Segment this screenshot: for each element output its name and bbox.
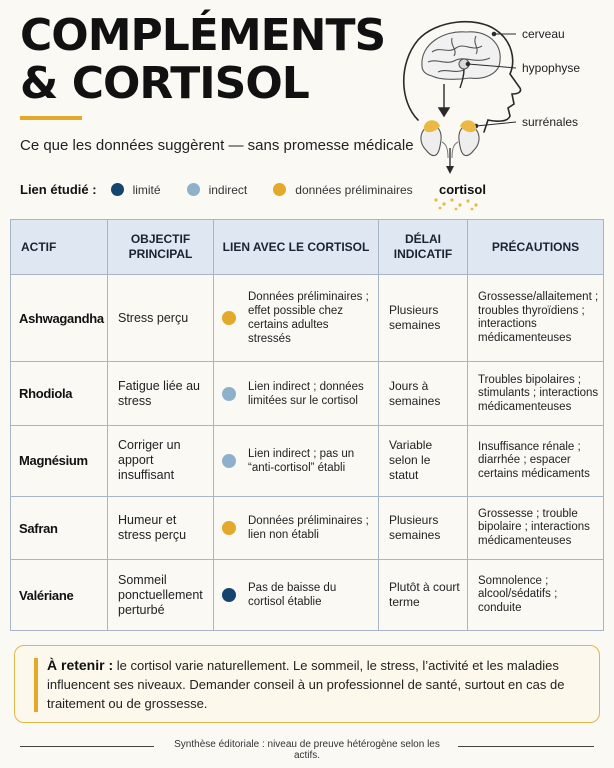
legend-item-limite	[111, 183, 161, 197]
table-row	[11, 362, 604, 426]
cell-precautions: Troubles bipolaires ; stimulants ; interactions médicamenteuses	[468, 362, 604, 426]
cortisol-particles-icon	[434, 198, 477, 210]
legend-dot-icon	[187, 183, 200, 196]
cell-lien	[214, 275, 379, 362]
footer-divider-right	[458, 746, 594, 747]
status-dot-icon	[222, 521, 236, 535]
title-line-1: COMPLÉMENTS	[20, 10, 386, 61]
label-hypophyse: hypophyse	[522, 61, 581, 75]
legend-item-indirect	[187, 183, 248, 197]
subtitle: Ce que les données suggèrent — sans promesse médicale	[20, 137, 414, 154]
header-delai: DÉLAI INDICATIF	[379, 220, 468, 275]
legend-label: indirect	[208, 182, 248, 197]
legend-label: données préliminaires	[295, 182, 413, 197]
takeaway-text	[47, 656, 587, 713]
cell-delai: Variable selon le statut	[379, 426, 468, 497]
table-row	[11, 426, 604, 497]
cell-objectif: Humeur et stress perçu	[108, 496, 214, 560]
label-cerveau: cerveau	[522, 27, 565, 41]
lien-text: Pas de baisse du cortisol établie	[248, 582, 337, 609]
cell-delai: Plusieurs semaines	[379, 496, 468, 560]
cell-delai: Plusieurs semaines	[379, 275, 468, 362]
cell-precautions: Somnolence ; alcool/sédatifs ; conduite	[468, 560, 604, 631]
status-dot-icon	[222, 588, 236, 602]
cell-actif: Rhodiola	[11, 362, 108, 426]
cell-precautions: Insuffisance rénale ; diarrhée ; espacer certains médicaments	[468, 426, 604, 497]
lien-text: Données préliminaires ; lien non établi	[248, 515, 369, 542]
lien-text: Données préliminaires ; effet possible chez certains adultes stressés	[248, 291, 369, 346]
cell-actif: Magnésium	[11, 426, 108, 497]
title-accent-bar	[20, 116, 82, 120]
header-lien: LIEN AVEC LE CORTISOL	[214, 220, 379, 275]
key-takeaway-box	[14, 645, 600, 723]
cell-objectif: Stress perçu	[108, 275, 214, 362]
page-title	[20, 12, 385, 108]
cell-delai: Plutôt à court terme	[379, 560, 468, 631]
header-actif: ACTIF	[11, 220, 108, 275]
cell-lien	[214, 362, 379, 426]
cell-actif: Ashwagandha	[11, 275, 108, 362]
status-dot-icon	[222, 454, 236, 468]
hpa-axis-illustration	[392, 8, 602, 218]
table-row	[11, 275, 604, 362]
legend-title: Lien étudié :	[20, 182, 97, 197]
header-precautions: PRÉCAUTIONS	[468, 220, 604, 275]
cell-actif: Safran	[11, 496, 108, 560]
status-dot-icon	[222, 387, 236, 401]
takeaway-accent-bar	[34, 658, 38, 712]
table-header-row	[11, 220, 604, 275]
brain-icon	[422, 32, 500, 88]
cell-lien	[214, 426, 379, 497]
cell-lien	[214, 496, 379, 560]
adrenal-glands-icon	[421, 120, 479, 174]
cell-precautions: Grossesse ; trouble bipolaire ; interactions médicamenteuses	[468, 496, 604, 560]
header-objectif: OBJECTIF PRINCIPAL	[108, 220, 214, 275]
legend	[20, 182, 439, 197]
legend-label: limité	[132, 182, 161, 197]
cell-objectif: Corriger un apport insuffisant	[108, 426, 214, 497]
cell-lien	[214, 560, 379, 631]
footer-note: Synthèse éditoriale : niveau de preuve hétérogène selon les actifs.	[174, 739, 440, 761]
table-row	[11, 496, 604, 560]
supplements-table	[10, 219, 604, 631]
lien-text: Lien indirect ; pas un “anti-cortisol” établi	[248, 447, 355, 474]
takeaway-body: le cortisol varie naturellement. Le sommeil, le stress, l’activité et les maladies influencent ses niveaux. Demander conseil à un professionnel de santé, surtout en cas de traitement ou de grossesse.	[47, 658, 565, 711]
cell-precautions: Grossesse/allaitement ; troubles thyroïdiens ; interactions médicamenteuses	[468, 275, 604, 362]
status-dot-icon	[222, 311, 236, 325]
cell-delai: Jours à semaines	[379, 362, 468, 426]
takeaway-label: À retenir :	[47, 657, 114, 673]
legend-dot-icon	[111, 183, 124, 196]
label-surrenales: surrénales	[522, 115, 579, 129]
cell-actif: Valériane	[11, 560, 108, 631]
lien-text: Lien indirect ; données limitées sur le cortisol	[248, 380, 364, 407]
table-row	[11, 560, 604, 631]
title-line-2: & CORTISOL	[20, 58, 309, 109]
cell-objectif: Fatigue liée au stress	[108, 362, 214, 426]
cell-objectif: Sommeil ponctuellement perturbé	[108, 560, 214, 631]
footer-divider-left	[20, 746, 154, 747]
arrow-down-icon	[439, 84, 449, 116]
legend-dot-icon	[273, 183, 286, 196]
label-cortisol: cortisol	[439, 182, 486, 197]
